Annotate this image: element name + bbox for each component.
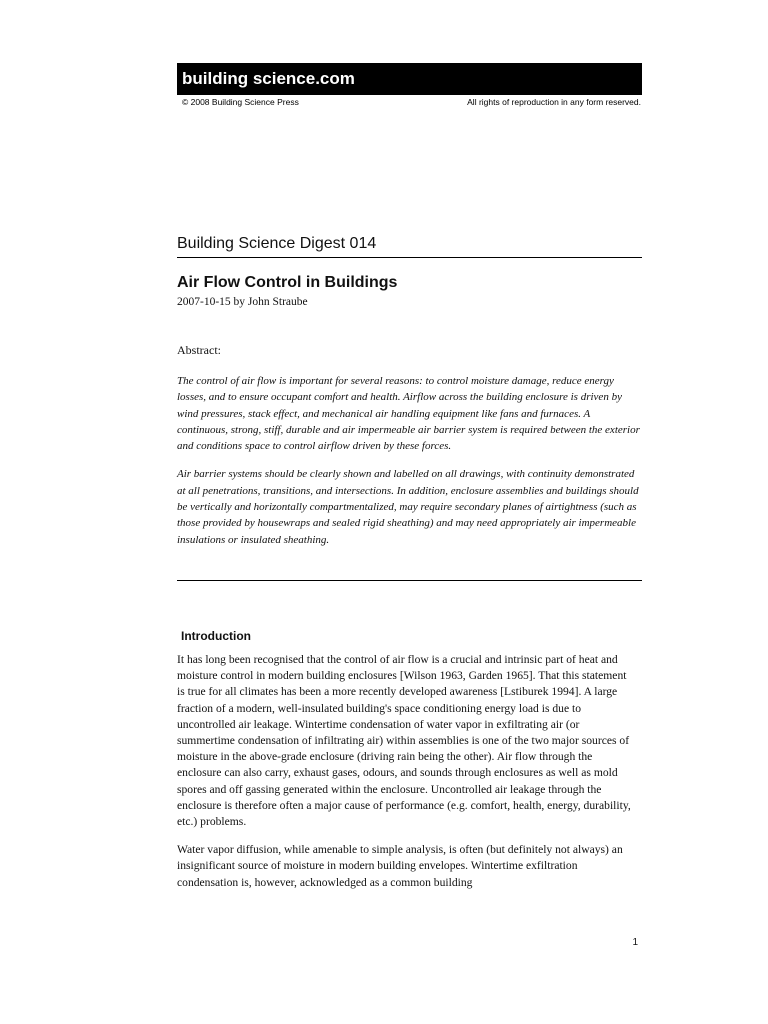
byline: 2007-10-15 by John Straube bbox=[177, 296, 308, 308]
body-paragraph: Water vapor diffusion, while amenable to simple analysis, is often (but definitely not always) an insignificant source of moisture in modern building envelopes. Wintertime exfiltration condensation is, however, acknowledged as a common building bbox=[177, 843, 623, 889]
series-heading: Building Science Digest 014 bbox=[177, 235, 642, 258]
rights-text: All rights of reproduction in any form reserved. bbox=[467, 97, 641, 107]
header-banner bbox=[177, 63, 642, 95]
section-divider bbox=[177, 580, 642, 581]
abstract-paragraph: The control of air flow is important for several reasons: to control moisture damage, reduce energy losses, and to ensure occupant comfort and health. Airflow across the building enclosure is driven by wind pressures, stack effect, and mechanical air handling equipment like fans and furnaces. A continuous, strong, stiff, durable and air impermeable air barrier system is required between the exterior and conditions space to control airflow driven by these forces. bbox=[177, 375, 640, 453]
document-title: Air Flow Control in Buildings bbox=[177, 274, 398, 291]
page-number: 1 bbox=[632, 937, 638, 948]
abstract-label: Abstract: bbox=[177, 343, 221, 357]
copyright-text: © 2008 Building Science Press bbox=[182, 97, 299, 107]
abstract-paragraph: Air barrier systems should be clearly shown and labelled on all drawings, with continuity demonstrated at all penetrations, transitions, and intersections. In addition, enclosure assemblies and buildings should be vertically and horizontally compartmentalized, may require secondary planes of airtightness (such as those provided by housewraps and sealed rigid sheathing) and may need appropriately air impermeable insulations or insulated sheathing. bbox=[177, 468, 639, 546]
introduction-heading: Introduction bbox=[181, 629, 251, 643]
abstract-block bbox=[177, 373, 642, 560]
body-paragraph: It has long been recognised that the control of air flow is a crucial and intrinsic part of heat and moisture control in modern building enclosures [Wilson 1963, Garden 1965]. That this statement is true for all climates has been a more recently developed awareness [Lstiburek 1994]. A large fraction of a modern, well-insulated building's space conditioning energy load is due to uncontrolled air leakage. Wintertime condensation of water vapor in exfiltrating air (or summertime condensation of infiltrating air) within assemblies is one of the two major sources of moisture in the above-grade enclosure (driving rain being the other). Air flow through the enclosure can also carry, exhaust gases, odours, and sounds through enclosures as well as mold spores and off gassing generated within the enclosure. Uncontrolled air leakage through the enclosure is therefore often a major cause of performance (e.g. comfort, health, energy, durability, etc.) problems. bbox=[177, 653, 631, 829]
body-text bbox=[177, 652, 637, 903]
brand-title: building science.com bbox=[182, 69, 355, 88]
